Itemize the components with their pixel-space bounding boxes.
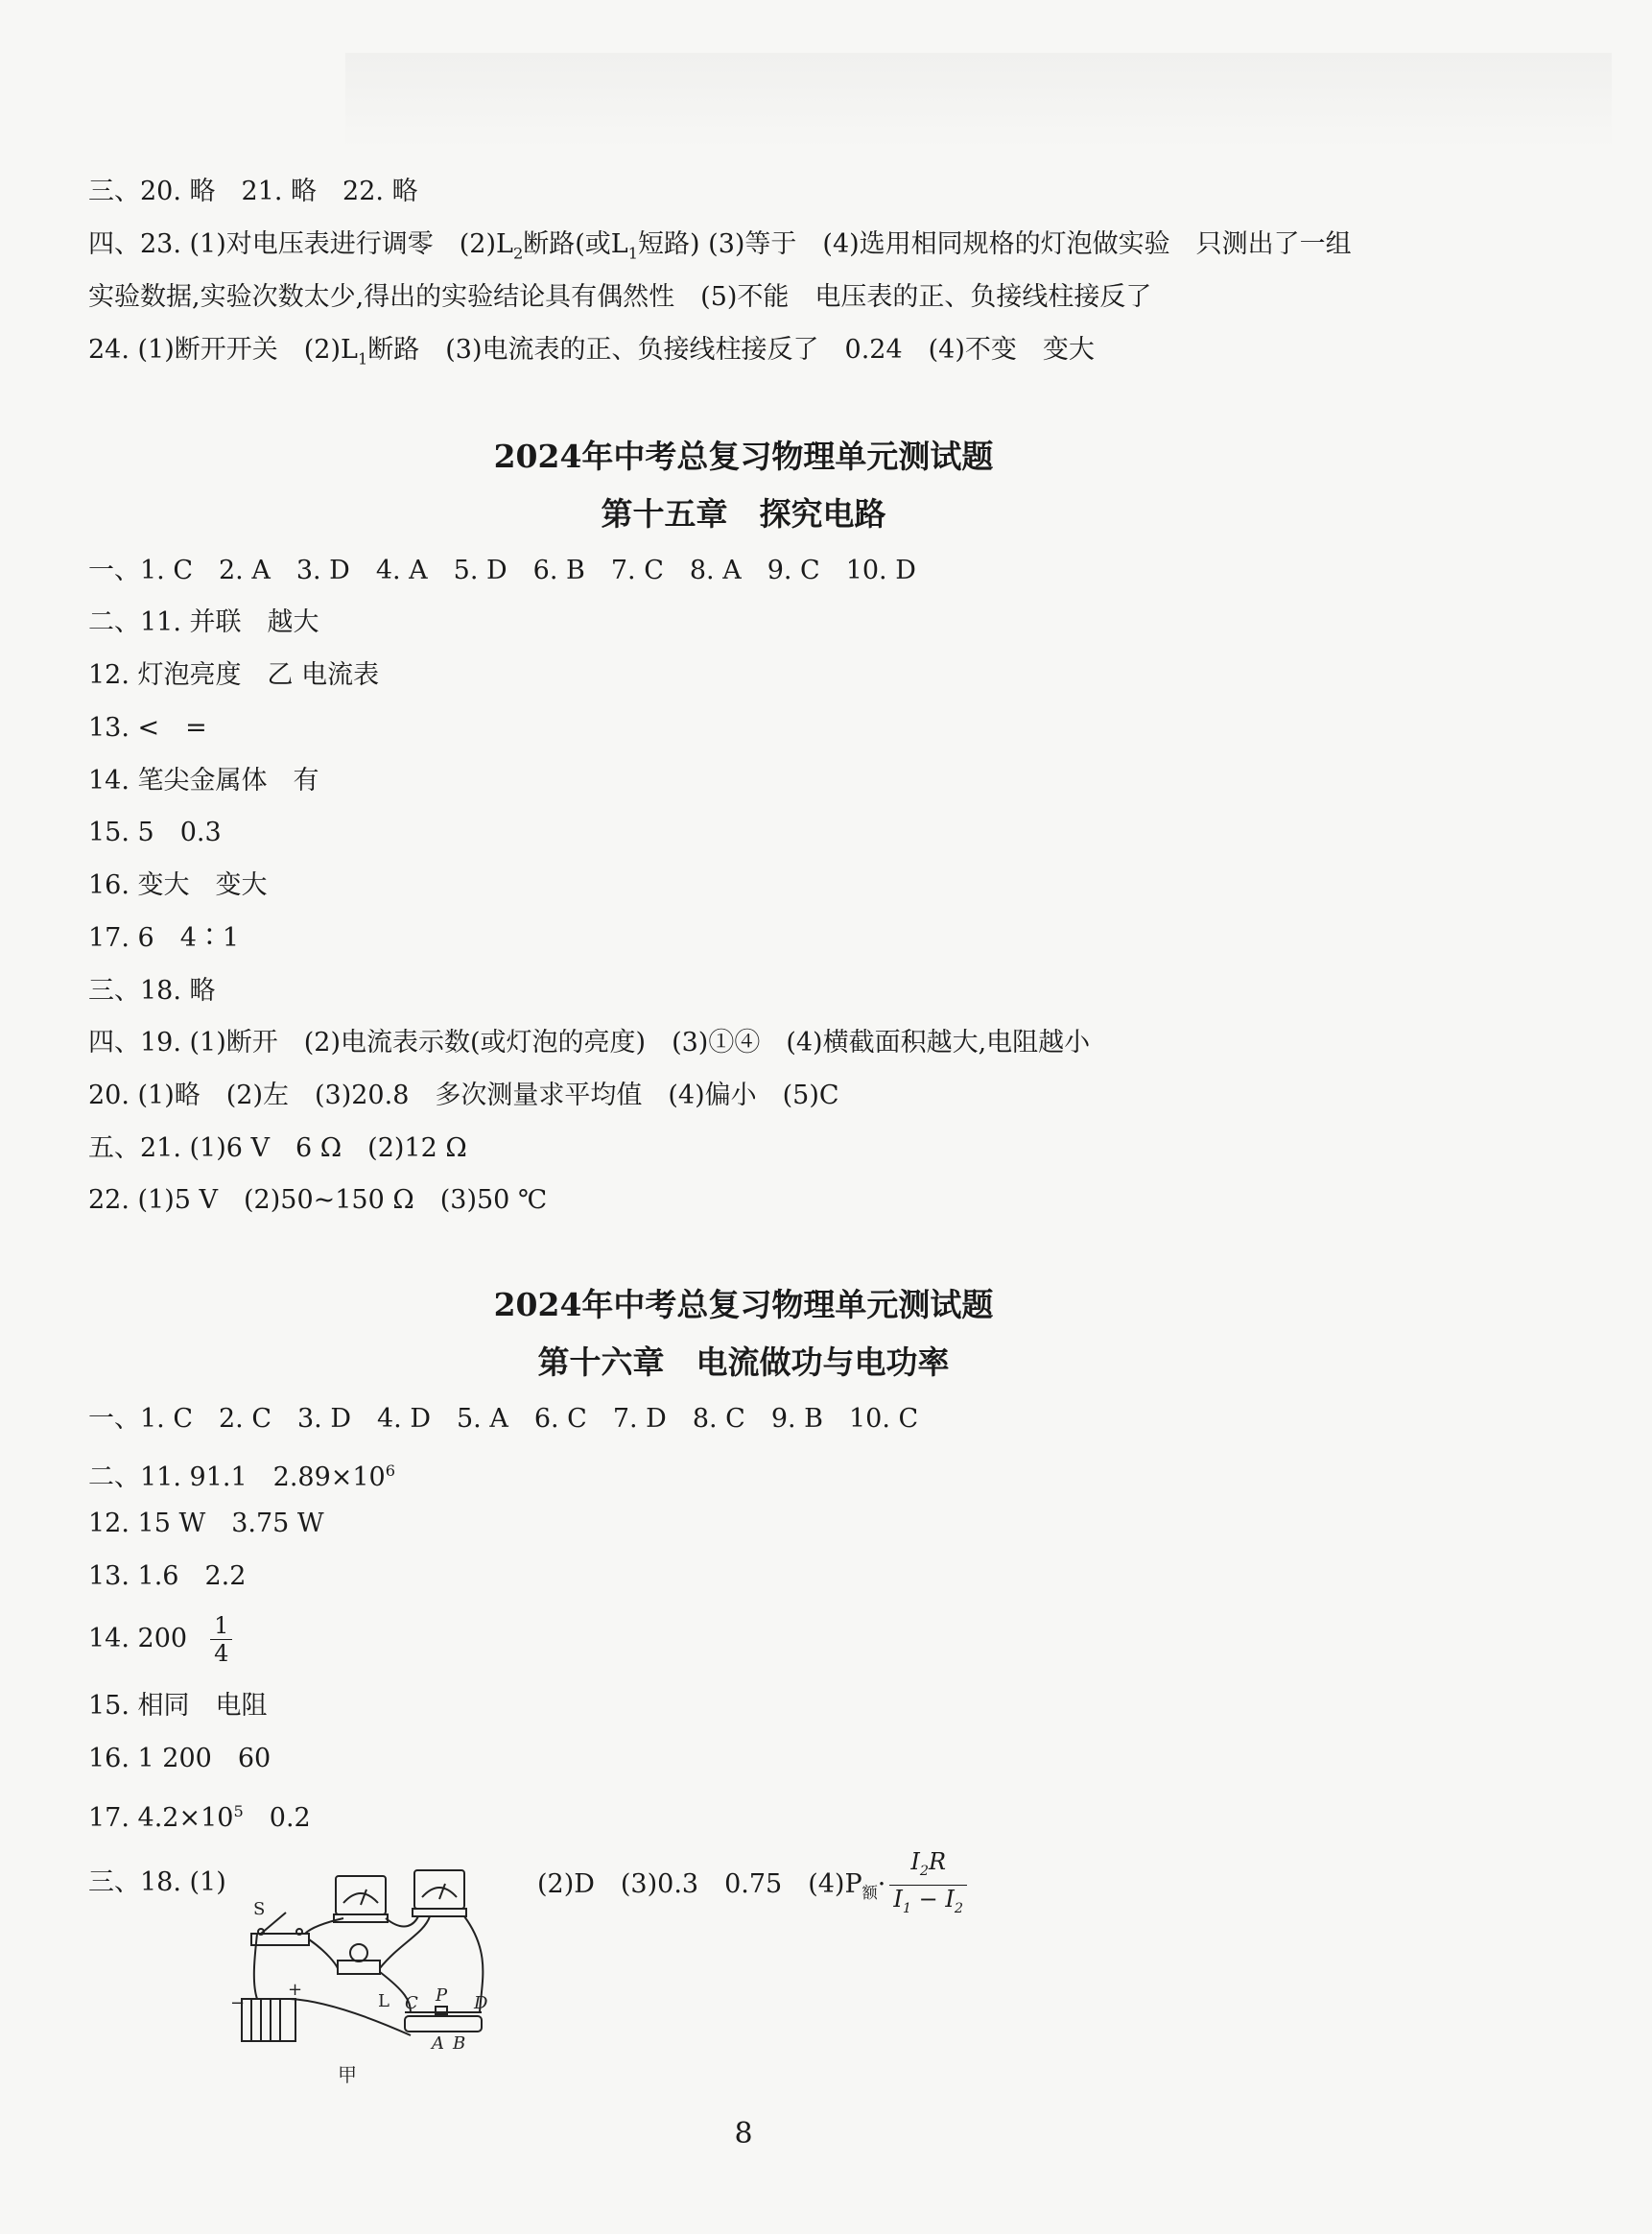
label-a: A — [432, 2033, 444, 2054]
answer-line: 三、18. (1) — [88, 1867, 226, 1897]
section-title: 2024年中考总复习物理单元测试题 — [493, 1286, 994, 1323]
chapter-title: 第十五章 探究电路 — [601, 495, 886, 533]
answer-line: 22. (1)5 V (2)50~150 Ω (3)50 ℃ — [88, 1185, 548, 1215]
answer-line: 13. < = — [88, 713, 207, 743]
label-plus: + — [288, 1980, 303, 2000]
answer-line: 16. 1 200 60 — [88, 1744, 271, 1773]
answer-line: 15. 5 0.3 — [88, 818, 222, 847]
answer-line: 一、1. C 2. C 3. D 4. D 5. A 6. C 7. D 8. C 9. B 10. C — [88, 1404, 919, 1434]
battery-icon — [242, 1999, 295, 2041]
fraction: $\frac{1}{4}$ — [210, 1612, 232, 1667]
answer-line: 14. 笔尖金属体 有 — [88, 766, 319, 796]
label-p: P — [436, 1985, 448, 2006]
answer-line: 14. 200 $\frac{1}{4}$ — [88, 1612, 232, 1667]
chapter-title: 第十六章 电流做功与电功率 — [537, 1343, 950, 1381]
answer-line: 实验数据,实验次数太少,得出的实验结论具有偶然性 (5)不能 电压表的正、负接线柱接反了 — [88, 282, 1152, 312]
scan-artifact — [345, 53, 1612, 149]
answer-line: 五、21. (1)6 V 6 Ω (2)12 Ω — [88, 1133, 467, 1163]
answer-line: 四、23. (1)对电压表进行调零 $(2)L_2$断路(或$L_1$短路) (3)等于 (4)选用相同规格的灯泡做实验 只测出了一组 — [88, 229, 1352, 263]
answer-line: 20. (1)略 (2)左 (3)20.8 多次测量求平均值 (4)偏小 (5)C — [88, 1081, 839, 1110]
answer-line: 13. 1.6 2.2 — [88, 1561, 247, 1591]
answer-line: (2)D (3)0.3 0.75 $(4)P_额\cdot$ $\frac{I_2R}{I_1 - I_2}$ — [537, 1848, 967, 1922]
rheostat-icon — [405, 2016, 482, 2032]
diagram-caption: 甲 — [338, 2063, 357, 2086]
label-s: S — [253, 1899, 266, 1919]
answer-line: 四、19. (1)断开 (2)电流表示数(或灯泡的亮度) (3)①④ (4)横截面积越大,电阻越小 — [88, 1028, 1091, 1058]
page-number: 8 — [734, 2117, 753, 2151]
answer-line: 三、20. 略 21. 略 22. 略 — [88, 177, 418, 206]
label-d: D — [474, 1993, 488, 2013]
answer-line: 12. 15 W 3.75 W — [88, 1509, 324, 1538]
answer-line: 一、1. C 2. A 3. D 4. A 5. D 6. B 7. C 8. A 9. C 10. D — [88, 556, 916, 585]
formula-fraction: $\frac{I_2R}{I_1 - I_2}$ — [889, 1848, 967, 1922]
answer-line: 15. 相同 电阻 — [88, 1691, 268, 1721]
circuit-diagram — [223, 1857, 510, 2087]
answer-line: 24. (1)断开开关 $(2)L_1$断路 (3)电流表的正、负接线柱接反了 0.24 (4)不变 变大 — [88, 335, 1095, 368]
answer-line: 16. 变大 变大 — [88, 870, 268, 900]
voltmeter-icon — [414, 1870, 464, 1909]
label-l: L — [378, 1991, 389, 2011]
label-b: B — [453, 2033, 466, 2054]
ammeter-icon — [336, 1876, 386, 1914]
bulb-icon — [350, 1944, 367, 1961]
answer-line: 二、11. 91.1 $2.89\times 10^6$ — [88, 1462, 396, 1492]
answer-line: 17. 6 4∶1 — [88, 923, 240, 953]
label-c: C — [405, 1993, 418, 2013]
label-minus: − — [230, 1993, 246, 2013]
answer-line: 17. $4.2\times 10^5$ 0.2 — [88, 1802, 311, 1833]
answer-line: 三、18. 略 — [88, 976, 216, 1006]
answer-line: 12. 灯泡亮度 乙 电流表 — [88, 660, 380, 690]
answer-line: 二、11. 并联 越大 — [88, 607, 319, 637]
bulb-holder-icon — [338, 1961, 380, 1974]
section-title: 2024年中考总复习物理单元测试题 — [493, 438, 994, 475]
